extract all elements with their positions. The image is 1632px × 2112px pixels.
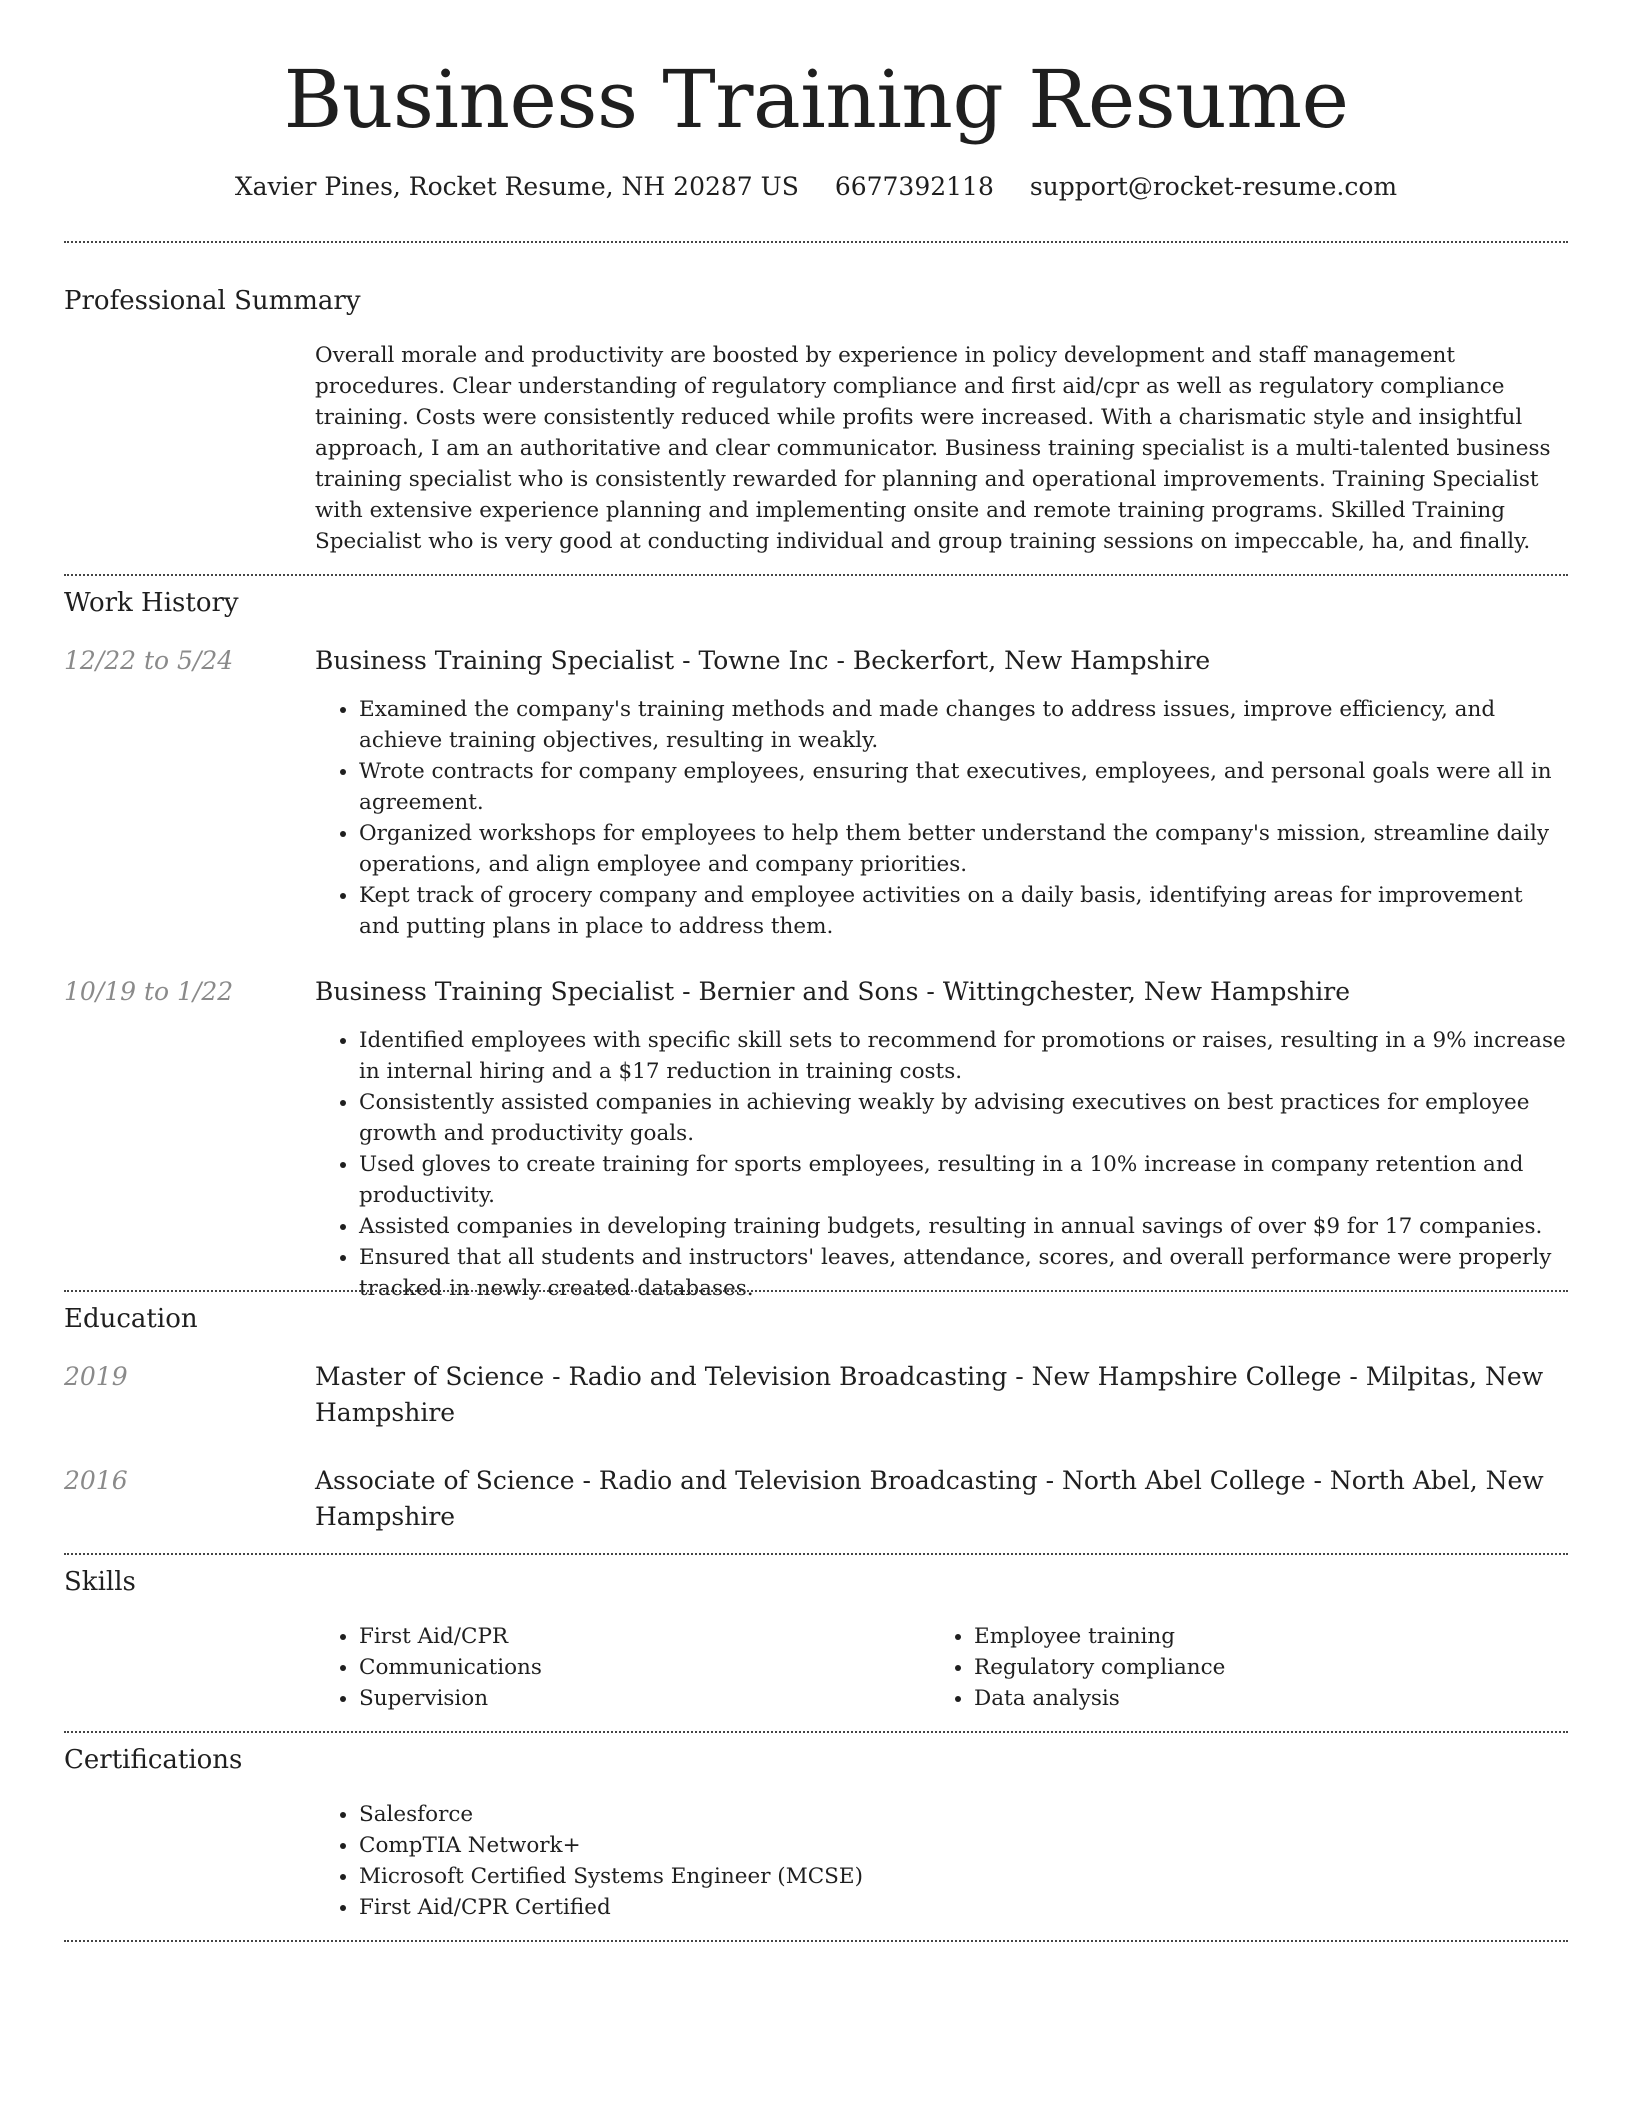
section-title-work: Work History (64, 588, 239, 618)
skill-item: • Data analysis (974, 1683, 1530, 1714)
list-item: • Assisted companies in developing training budgets, resulting in annual savings of over $9 for 17 companies. (359, 1211, 1568, 1242)
job-bullets (315, 694, 1568, 942)
certifications-list (315, 1799, 1568, 1923)
job-dates: 10/19 to 1/22 (64, 977, 234, 1006)
education-year: 2019 (64, 1362, 128, 1391)
section-title-certifications: Certifications (64, 1745, 243, 1775)
bullet-list (315, 694, 1568, 942)
skill-item: • First Aid/CPR (359, 1621, 915, 1652)
certification-item: • First Aid/CPR Certified (359, 1892, 1568, 1923)
job-title: Business Training Specialist - Bernier and Sons - Wittingchester, New Hampshire (315, 977, 1351, 1006)
education-year: 2016 (64, 1466, 128, 1495)
certification-item: • CompTIA Network+ (359, 1830, 1568, 1861)
certification-item: • Salesforce (359, 1799, 1568, 1830)
school-info: - New Hampshire College - Milpitas, New Hampshire (315, 1362, 1544, 1427)
section-divider (64, 241, 1568, 243)
skills-column-left (315, 1621, 915, 1714)
skill-item: • Supervision (359, 1683, 915, 1714)
section-divider (64, 574, 1568, 576)
list-item: • Kept track of grocery company and employee activities on a daily basis, identifying areas for improvement and putting plans in place to address them. (359, 880, 1568, 942)
list-item: • Wrote contracts for company employees, ensuring that executives, employees, and personal goals were all in agreement. (359, 756, 1568, 818)
job-title: Business Training Specialist - Towne Inc - Beckerfort, New Hampshire (315, 646, 1211, 675)
list-item: • Identified employees with specific skill sets to recommend for promotions or raises, resulting in a 9% increase in internal hiring and a $17 reduction in training costs. (359, 1025, 1568, 1087)
skill-item: • Regulatory compliance (974, 1652, 1530, 1683)
skills-column-right (930, 1621, 1530, 1714)
bullet-list (930, 1621, 1530, 1714)
contact-email: support@rocket-resume.com (1029, 172, 1398, 201)
degree-name: Associate of Science - Radio and Television Broadcasting (315, 1466, 1038, 1495)
bullet-list (315, 1025, 1568, 1304)
section-divider (64, 1940, 1568, 1942)
list-item: • Ensured that all students and instructors' leaves, attendance, scores, and overall performance were properly tracked in newly created databases. (359, 1242, 1568, 1304)
section-title-summary: Professional Summary (64, 286, 361, 316)
section-title-education: Education (64, 1304, 198, 1334)
section-divider (64, 1553, 1568, 1555)
job-bullets (315, 1025, 1568, 1304)
section-title-skills: Skills (64, 1567, 136, 1597)
section-divider (64, 1731, 1568, 1733)
job-dates: 12/22 to 5/24 (64, 646, 234, 675)
section-divider (64, 1290, 1568, 1292)
education-entry (315, 1359, 1568, 1431)
contact-address: Xavier Pines, Rocket Resume, NH 20287 US (234, 172, 799, 201)
list-item: • Examined the company's training methods and made changes to address issues, improve efficiency, and achieve training objectives, resulting in weakly. (359, 694, 1568, 756)
bullet-list (315, 1799, 1568, 1923)
bullet-list (315, 1621, 915, 1714)
school-info: - North Abel College - North Abel, New Hampshire (315, 1466, 1544, 1531)
contact-line (0, 170, 1632, 204)
list-item: • Consistently assisted companies in achieving weakly by advising executives on best practices for employee growth and productivity goals. (359, 1087, 1568, 1149)
skill-item: • Employee training (974, 1621, 1530, 1652)
list-item: • Used gloves to create training for sports employees, resulting in a 10% increase in company retention and productivity. (359, 1149, 1568, 1211)
summary-text: Overall morale and productivity are boosted by experience in policy development and staff management procedures. Clear understanding of regulatory compliance and first aid/cpr as well as regulatory compliance training. Costs were consistently reduced while profits were increased. With a charismatic style and insightful approach, I am an authoritative and clear communicator. Business training specialist is a multi-talented business training specialist who is consistently rewarded for planning and operational improvements. Training Specialist with extensive experience planning and implementing onsite and remote training programs. Skilled Training Specialist who is very good at conducting individual and group training sessions on impeccable, ha, and finally. (315, 343, 1551, 554)
resume-header (0, 0, 1632, 204)
contact-phone: 6677392118 (834, 172, 994, 201)
education-entry (315, 1463, 1568, 1535)
resume-title: Business Training Resume (283, 53, 1349, 146)
certification-item: • Microsoft Certified Systems Engineer (MCSE) (359, 1861, 1568, 1892)
degree-name: Master of Science - Radio and Television Broadcasting (315, 1362, 1008, 1391)
list-item: • Organized workshops for employees to help them better understand the company's mission, streamline daily operations, and align employee and company priorities. (359, 818, 1568, 880)
skill-item: • Communications (359, 1652, 915, 1683)
